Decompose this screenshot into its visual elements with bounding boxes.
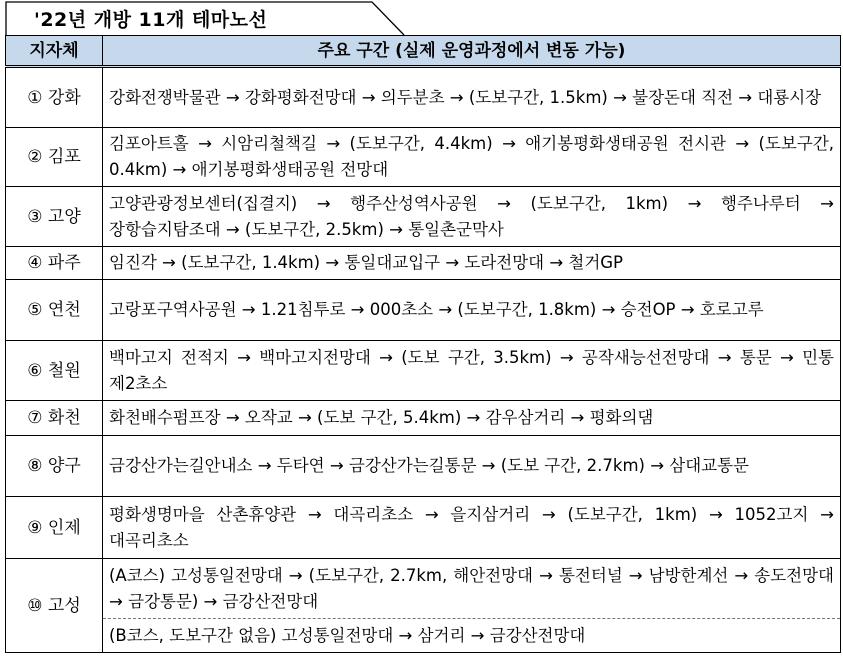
route-cell: 강화전쟁박물관 → 강화평화전망대 → 의두분초 → (도보구간, 1.5km) → 불장돈대 직전 → 대룡시장: [103, 67, 841, 128]
table-row: [6, 187, 841, 247]
city-cell: ③ 고양: [6, 187, 103, 247]
city-cell: ① 강화: [6, 67, 103, 128]
route-cell: 고랑포구역사공원 → 1.21침투로 → 000초소 → (도보구간, 1.8km) → 승전OP → 호로고루: [103, 280, 841, 341]
table-row: [6, 619, 841, 653]
route-cell: 화천배수펌프장 → 오작교 → (도보 구간, 5.4km) → 감우삼거리 → 평화의댐: [103, 401, 841, 436]
table-row: [6, 280, 841, 341]
table-row: [6, 436, 841, 497]
table-row: [6, 247, 841, 280]
city-cell: ⑧ 양구: [6, 436, 103, 497]
route-cell: 고양관광정보센터(집결지) → 행주산성역사공원 → (도보구간, 1km) → 행주나루터 → 장항습지탐조대 → (도보구간, 2.5km) → 통일촌군막사: [103, 187, 841, 247]
table-header-row: [6, 36, 841, 67]
route-cell: 임진각 → (도보구간, 1.4km) → 통일대교입구 → 도라전망대 → 철거GP: [103, 247, 841, 280]
city-cell: ⑨ 인제: [6, 497, 103, 559]
route-cell-a: (A코스) 고성통일전망대 → (도보구간, 2.7km, 해안전망대 → 통전터널 → 남방한계선 → 송도전망대 → 금강통문) → 금강산전망대: [103, 559, 841, 619]
route-table: [5, 35, 841, 653]
table-row: [6, 128, 841, 187]
city-cell: ④ 파주: [6, 247, 103, 280]
table-row: [6, 559, 841, 619]
route-cell: 금강산가는길안내소 → 두타연 → 금강산가는길통문 → (도보 구간, 2.7km) → 삼대교통문: [103, 436, 841, 497]
city-cell: ⑦ 화천: [6, 401, 103, 436]
route-cell: 김포아트홀 → 시암리철책길 → (도보구간, 4.4km) → 애기봉평화생태공원 전시관 → (도보구간, 0.4km) → 애기봉평화생태공원 전망대: [103, 128, 841, 187]
city-cell: ⑤ 연천: [6, 280, 103, 341]
route-cell: 평화생명마을 산촌휴양관 → 대곡리초소 → 을지삼거리 → (도보구간, 1km) → 1052고지 → 대곡리초소: [103, 497, 841, 559]
route-cell-b: (B코스, 도보구간 없음) 고성통일전망대 → 삼거리 → 금강산전망대: [103, 619, 841, 653]
table-row: [6, 341, 841, 401]
title-tab: [0, 0, 843, 34]
table-row: [6, 401, 841, 436]
header-route: 주요 구간 (실제 운영과정에서 변동 가능): [103, 36, 841, 67]
route-cell: 백마고지 전적지 → 백마고지전망대 → (도보 구간, 3.5km) → 공작새능선전망대 → 통문 → 민통 제2초소: [103, 341, 841, 401]
city-cell: ⑩ 고성: [6, 559, 103, 653]
table-row: [6, 497, 841, 559]
city-cell: ⑥ 철원: [6, 341, 103, 401]
page-title: '22년 개방 11개 테마노선: [34, 9, 268, 31]
header-city: 지자체: [6, 36, 103, 67]
table-row: [6, 67, 841, 128]
city-cell: ② 김포: [6, 128, 103, 187]
